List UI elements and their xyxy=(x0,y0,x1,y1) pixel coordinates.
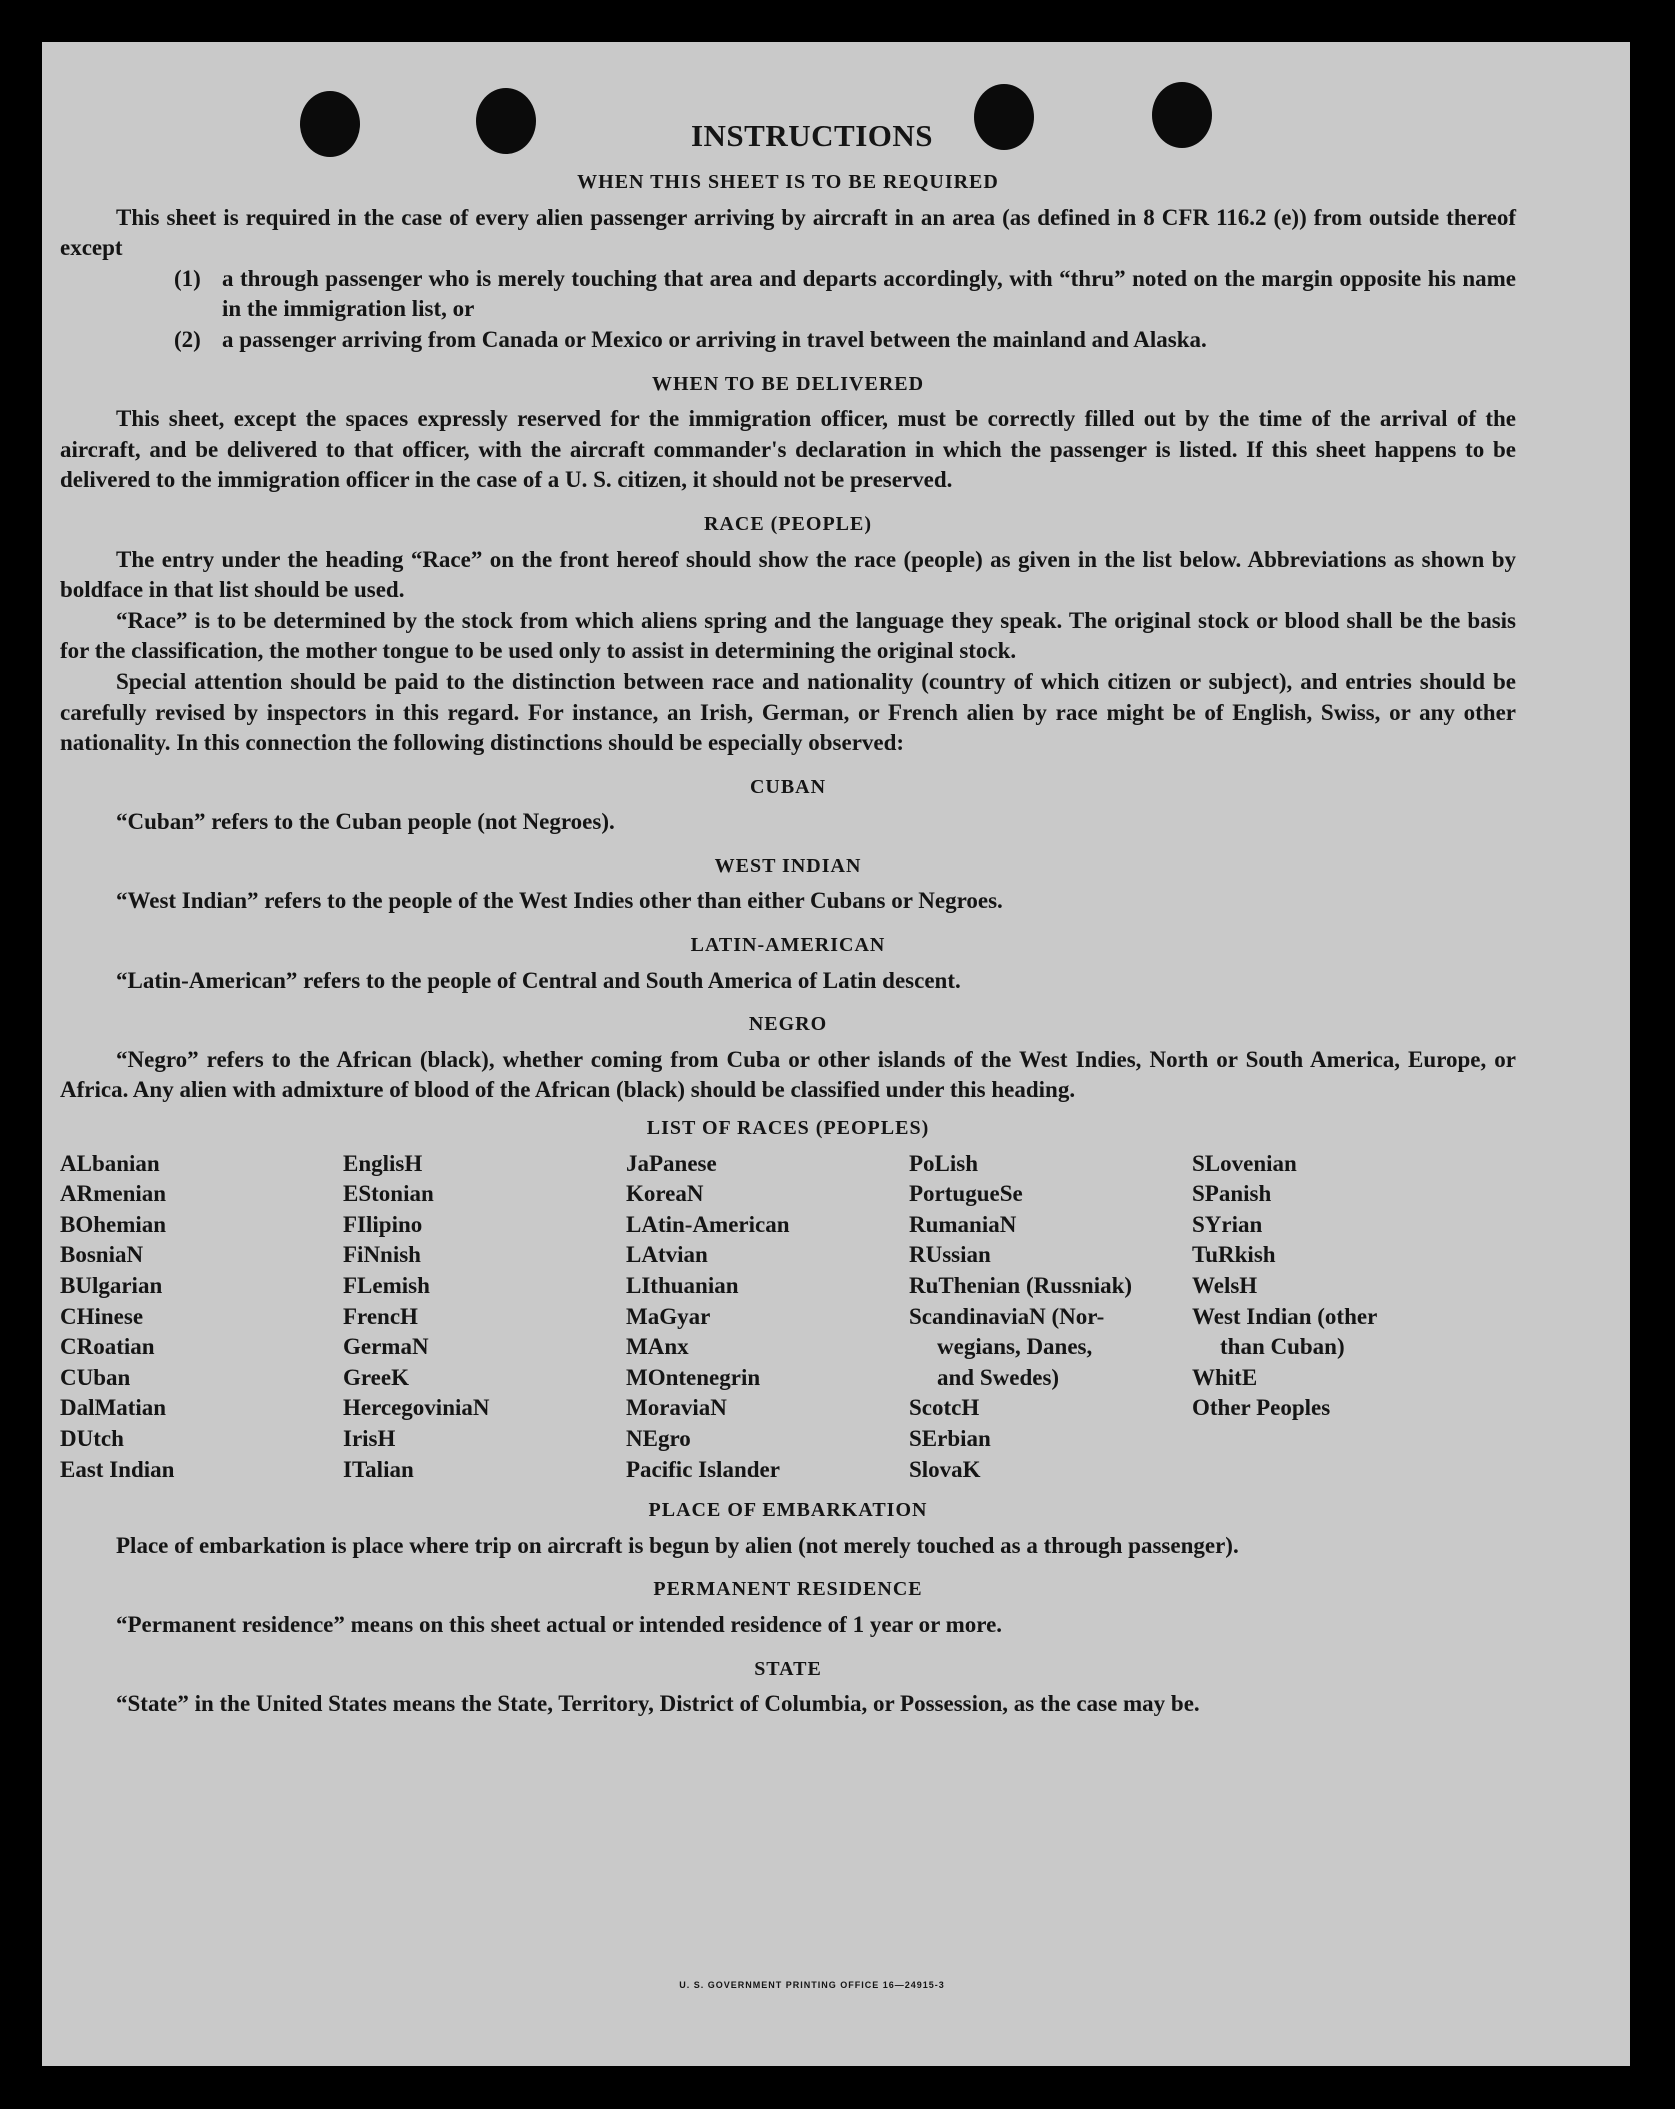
printer-imprint: U. S. GOVERNMENT PRINTING OFFICE 16—24915-3 xyxy=(679,1980,945,1990)
race-entry: East Indian xyxy=(60,1456,175,1482)
race-entry: SErbian xyxy=(909,1425,991,1451)
section-heading: PLACE OF EMBARKATION xyxy=(648,1499,928,1522)
race-entry: MaGyar xyxy=(626,1303,711,1329)
race-entry: EStonian xyxy=(343,1181,434,1207)
race-entry: SYrian xyxy=(1192,1211,1263,1237)
race-entry: CRoatian xyxy=(60,1334,155,1360)
race-entry: and Swedes) xyxy=(937,1364,1060,1390)
section-heading: PERMANENT RESIDENCE xyxy=(653,1578,923,1601)
race-entry: KoreaN xyxy=(626,1181,704,1207)
paragraph: This sheet is required in the case of every alien passenger arriving by aircraft in an area (as defined in 8 CFR 116.2 (e)) from outside thereof except xyxy=(60,204,1516,261)
race-entry: LAtvian xyxy=(626,1242,708,1268)
race-entry: DalMatian xyxy=(60,1395,167,1421)
race-column xyxy=(626,1149,909,1486)
item-text: a passenger arriving from Canada or Mexico or arriving in travel between the mainland and Alaska. xyxy=(222,326,1207,352)
race-entry: NEgro xyxy=(626,1425,691,1451)
section-heading: WHEN TO BE DELIVERED xyxy=(651,372,925,395)
paragraph: Place of embarkation is place where trip on aircraft is begun by alien (not merely touched as a through passenger). xyxy=(116,1532,1239,1558)
section-heading: STATE xyxy=(754,1657,822,1680)
race-column xyxy=(343,1149,626,1486)
race-entry: PoLish xyxy=(909,1150,979,1176)
race-entry: SPanish xyxy=(1192,1181,1272,1207)
race-entry: FrencH xyxy=(343,1303,418,1329)
race-column xyxy=(1192,1149,1452,1486)
race-entry: MOntenegrin xyxy=(626,1364,761,1390)
race-entry: DUtch xyxy=(60,1425,124,1451)
race-entry: TuRkish xyxy=(1192,1242,1276,1268)
section-heading: NEGRO xyxy=(748,1013,828,1036)
section-heading: LIST OF RACES (PEOPLES) xyxy=(646,1117,930,1140)
paragraph: “State” in the United States means the State, Territory, District of Columbia, or Possession, as the case may be. xyxy=(116,1691,1200,1717)
race-entry: ScandinaviaN (Nor- xyxy=(909,1303,1105,1329)
race-entry: FLemish xyxy=(343,1273,430,1298)
section-heading: WHEN THIS SHEET IS TO BE REQUIRED xyxy=(577,171,999,193)
race-entry: FIlipino xyxy=(343,1211,423,1237)
paragraph: Special attention should be paid to the distinction between race and nationality (country of which citizen or subject), and entries should be carefully revised by inspectors in this regard. For instance, an Irish, German, or French alien by race might be of English, Swiss, or any other nationality. In this connection the following distinctions should be especially observed: xyxy=(60,668,1516,756)
page-title: INSTRUCTIONS xyxy=(690,118,933,153)
race-entry: BosniaN xyxy=(60,1242,144,1268)
race-list xyxy=(60,1149,1516,1486)
item-number: (1) xyxy=(174,265,201,291)
paragraph: This sheet, except the spaces expressly reserved for the immigration officer, must be correctly filled out by the time of the arrival of the aircraft, and be delivered to that officer, with the aircraft commander's declaration in which the passenger is listed. If this sheet happens to be delivered to the immigration officer in the case of a U. S. citizen, it should not be preserved. xyxy=(60,406,1516,493)
paragraph: “Negro” refers to the African (black), whether coming from Cuba or other islands of the West Indies, North or South America, Europe, or Africa. Any alien with admixture of blood of the African (black) should be classified under this heading. xyxy=(60,1046,1516,1103)
list-item xyxy=(174,325,1516,356)
race-entry: CHinese xyxy=(60,1303,144,1329)
race-entry: FiNnish xyxy=(343,1242,421,1268)
race-entry: LIthuanian xyxy=(626,1273,739,1298)
race-entry: ITalian xyxy=(343,1456,414,1482)
race-entry: MAnx xyxy=(626,1334,689,1360)
race-entry: SlovaK xyxy=(909,1456,981,1482)
race-entry: BOhemian xyxy=(60,1211,167,1237)
list-item xyxy=(174,264,1516,325)
paragraph: The entry under the heading “Race” on the front hereof should show the race (people) as given in the list below. Abbreviations as shown by boldface in that list should be used. xyxy=(60,546,1516,603)
race-entry: Other Peoples xyxy=(1192,1395,1331,1421)
paragraph: “Permanent residence” means on this sheet actual or intended residence of 1 year or more. xyxy=(116,1611,1003,1637)
race-entry: PortugueSe xyxy=(909,1181,1023,1207)
paragraph: “Race” is to be determined by the stock from which aliens spring and the language they speak. The original stock or blood shall be the basis for the classification, the mother tongue to be used only to assist in determining the original stock. xyxy=(60,607,1516,664)
race-entry: MoraviaN xyxy=(626,1395,727,1421)
race-entry: GermaN xyxy=(343,1334,429,1360)
race-entry: than Cuban) xyxy=(1220,1334,1345,1360)
race-entry: IrisH xyxy=(343,1425,396,1451)
race-entry: EnglisH xyxy=(343,1150,423,1176)
race-entry: West Indian (other xyxy=(1192,1303,1378,1329)
race-entry: WhitE xyxy=(1192,1364,1258,1390)
race-entry: JaPanese xyxy=(626,1150,717,1176)
race-entry: GreeK xyxy=(343,1364,409,1390)
race-entry: SLovenian xyxy=(1192,1150,1297,1176)
document-sheet xyxy=(42,42,1630,2066)
race-entry: HercegoviniaN xyxy=(343,1395,490,1421)
section-heading: LATIN-AMERICAN xyxy=(690,934,886,957)
race-entry: RuThenian (Russniak) xyxy=(909,1273,1133,1298)
race-entry: ScotcH xyxy=(909,1395,980,1421)
section-heading: RACE (PEOPLE) xyxy=(704,512,872,535)
race-entry: BUlgarian xyxy=(60,1273,163,1298)
race-entry: Pacific Islander xyxy=(626,1456,780,1482)
section-heading: CUBAN xyxy=(749,775,827,798)
item-text: a through passenger who is merely touching that area and departs accordingly, with “thru” noted on the margin opposite his name in the immigration list, or xyxy=(222,265,1516,322)
race-column xyxy=(60,1149,343,1486)
race-entry: CUban xyxy=(60,1364,131,1390)
race-entry: RUssian xyxy=(909,1242,991,1268)
race-entry: ALbanian xyxy=(60,1150,160,1176)
section-heading: WEST INDIAN xyxy=(714,854,862,877)
race-entry: WelsH xyxy=(1192,1273,1258,1298)
instructions-body xyxy=(60,160,1516,1720)
paragraph: “Cuban” refers to the Cuban people (not Negroes). xyxy=(116,809,615,835)
race-entry: RumaniaN xyxy=(909,1211,1017,1237)
race-entry: wegians, Danes, xyxy=(937,1334,1093,1360)
race-entry: LAtin-American xyxy=(626,1211,790,1237)
race-column xyxy=(909,1149,1192,1486)
paragraph: “West Indian” refers to the people of the West Indies other than either Cubans or Negroes. xyxy=(116,888,1003,914)
item-number: (2) xyxy=(174,326,201,352)
paragraph: “Latin-American” refers to the people of Central and South America of Latin descent. xyxy=(116,967,961,993)
race-entry: ARmenian xyxy=(60,1181,167,1207)
